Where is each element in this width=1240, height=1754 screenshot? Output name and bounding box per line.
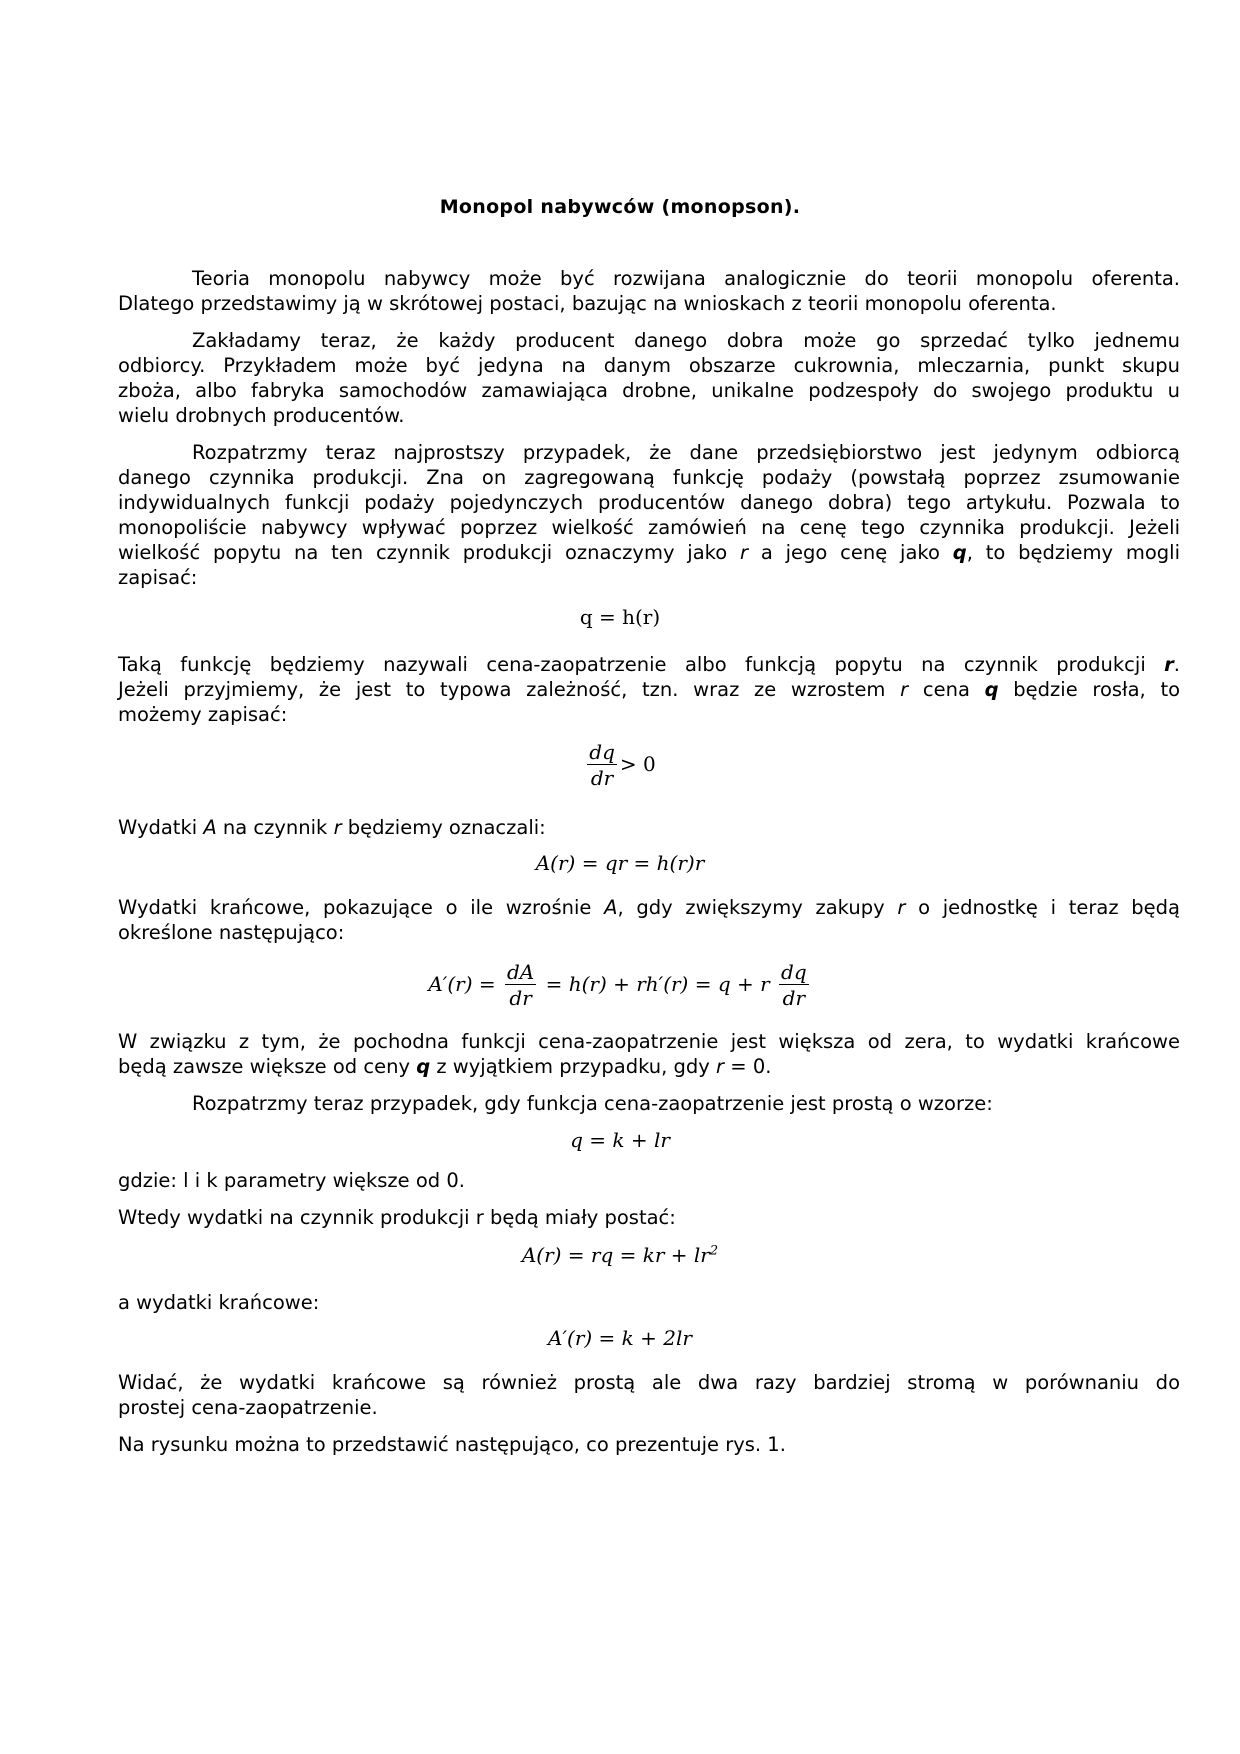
formula-text: = h(r) + rh′(r) = q + r xyxy=(545,972,770,996)
text-line: możemy zapisać: xyxy=(118,703,288,726)
paragraph-4 xyxy=(118,652,1180,727)
var-q: q xyxy=(952,541,967,564)
text-span: na czynnik xyxy=(222,816,328,839)
text-span: cena xyxy=(922,678,970,701)
text-line xyxy=(118,677,1180,702)
var-r: r xyxy=(1164,653,1174,676)
text-line: zboża, albo fabryka samochodów zamawiająca drobne, unikalne podzespoły do swojego produktu u xyxy=(118,379,1180,402)
text-span: z wyjątkiem przypadku, gdy xyxy=(436,1055,710,1078)
paragraph-13 xyxy=(118,1432,1180,1457)
var-r: r xyxy=(897,896,906,919)
paragraph-1 xyxy=(118,266,1180,316)
fraction xyxy=(587,740,617,791)
var-r: r xyxy=(716,1055,725,1078)
text-line: Na rysunku można to przedstawić następująco, co prezentuje rys. 1. xyxy=(118,1433,786,1456)
page-title: Monopol nabywców (monopson). xyxy=(439,196,801,218)
formula-linear-supply: q = k + lr xyxy=(570,1128,670,1152)
denominator: dr xyxy=(509,986,532,1010)
text-span: będziemy oznaczali: xyxy=(347,816,546,839)
paragraph-5 xyxy=(118,815,1180,840)
text-span: , to będziemy mogli xyxy=(966,541,1180,564)
text-line: określone następująco: xyxy=(118,921,345,944)
denominator: dr xyxy=(782,986,806,1010)
formula-dq-dr xyxy=(0,740,1240,791)
text-span: , gdy zwiększymy zakupy xyxy=(617,896,885,919)
text-line: monopoliście nabywcy wpływać poprzez wielkość zamówień na cenę tego czynnika produkcji. Jeżeli xyxy=(118,516,1180,539)
var-r: r xyxy=(900,678,909,701)
text-line: odbiorcy. Przykładem może być jedyna na danym obszarze cukrownia, mleczarnia, punkt skupu xyxy=(118,354,1180,377)
text-line: a wydatki krańcowe: xyxy=(118,1291,320,1314)
fraction xyxy=(505,960,536,1011)
text-line xyxy=(118,815,1180,840)
var-A: A xyxy=(203,816,217,839)
var-r: r xyxy=(333,816,342,839)
numerator: dA xyxy=(506,960,535,984)
text-line: Rozpatrzmy teraz najprostszy przypadek, że dane przedsiębiorstwo jest jedynym odbiorcą xyxy=(192,441,1180,464)
text-line: Wtedy wydatki na czynnik produkcji r będą miały postać: xyxy=(118,1206,676,1229)
formula-q-h-r: q = h(r) xyxy=(579,605,661,629)
formula-marginal-expenditure xyxy=(0,960,1240,1011)
formula-text: > 0 xyxy=(619,752,656,776)
text-span: Wydatki xyxy=(118,816,198,839)
paragraph-12 xyxy=(118,1370,1180,1420)
text-line: Dlatego przedstawimy ją w skrótowej postaci, bazując na wnioskach z teorii monopolu oferenta. xyxy=(118,292,1057,315)
paragraph-6 xyxy=(118,895,1180,945)
text-span: = 0. xyxy=(730,1055,772,1078)
exponent: 2 xyxy=(709,1243,719,1259)
paragraph-7 xyxy=(118,1029,1180,1079)
var-A: A xyxy=(604,896,618,919)
text-line xyxy=(118,895,1180,920)
var-q: q xyxy=(984,678,999,701)
var-q: q xyxy=(416,1055,431,1078)
text-line xyxy=(118,540,1180,565)
numerator: dq xyxy=(781,960,807,984)
formula-marginal-linear: A′(r) = k + 2lr xyxy=(548,1326,692,1350)
paragraph-11 xyxy=(118,1290,1180,1315)
text-span: będą zawsze większe od ceny xyxy=(118,1055,410,1078)
text-line: indywidualnych funkcji podaży pojedynczych producentów danego dobra) tego artykułu. Pozwala to xyxy=(118,491,1180,514)
text-line: gdzie: l i k parametry większe od 0. xyxy=(118,1169,465,1192)
paragraph-2 xyxy=(118,328,1180,428)
text-span: Wydatki krańcowe, pokazujące o ile wzrośnie xyxy=(118,896,592,919)
fraction xyxy=(779,960,809,1011)
denominator: dr xyxy=(590,766,614,790)
text-span: Taką funkcję będziemy nazywali cena-zaopatrzenie albo funkcją popytu na czynnik produkcji xyxy=(118,653,1146,676)
text-line: danego czynnika produkcji. Zna on zagregowaną funkcję podaży (powstałą poprzez zsumowanie xyxy=(118,466,1180,489)
text-span: a jego cenę jako xyxy=(760,541,940,564)
text-line: W związku z tym, że pochodna funkcji cena-zaopatrzenie jest większa od zera, to wydatki krańcowe xyxy=(118,1030,1180,1053)
formula-text: A(r) = rq = kr + lr xyxy=(521,1243,710,1267)
formula-expenditure: A(r) = qr = h(r)r xyxy=(535,851,705,875)
text-line: wielu drobnych producentów. xyxy=(118,404,405,427)
numerator: dq xyxy=(589,740,615,764)
text-span: Jeżeli przyjmiemy, że jest to typowa zależność, tzn. wraz ze wzrostem xyxy=(118,678,886,701)
text-span: . xyxy=(1173,653,1180,676)
formula-text: A′(r) = xyxy=(428,972,496,996)
text-line: Rozpatrzmy teraz przypadek, gdy funkcja cena-zaopatrzenie jest prostą o wzorze: xyxy=(192,1092,993,1115)
formula-expenditure-linear xyxy=(0,1243,1240,1267)
text-line: Widać, że wydatki krańcowe są również prostą ale dwa razy bardziej stromą w porównaniu do xyxy=(118,1371,1180,1394)
text-line: zapisać: xyxy=(118,566,198,589)
var-r: r xyxy=(740,541,749,564)
text-span: będzie rosła, to xyxy=(1013,678,1181,701)
text-line: prostej cena-zaopatrzenie. xyxy=(118,1396,378,1419)
paragraph-9 xyxy=(118,1168,1180,1193)
paragraph-8 xyxy=(118,1091,1180,1116)
text-line: Teoria monopolu nabywcy może być rozwijana analogicznie do teorii monopolu oferenta. xyxy=(192,267,1180,290)
text-line xyxy=(118,652,1180,677)
text-span: wielkość popytu na ten czynnik produkcji oznaczymy jako xyxy=(118,541,728,564)
text-line: Zakładamy teraz, że każdy producent danego dobra może go sprzedać tylko jednemu xyxy=(192,329,1180,352)
paragraph-3 xyxy=(118,440,1180,590)
text-line xyxy=(118,1054,1180,1079)
paragraph-10 xyxy=(118,1205,1180,1230)
text-span: o jednostkę i teraz będą xyxy=(918,896,1181,919)
